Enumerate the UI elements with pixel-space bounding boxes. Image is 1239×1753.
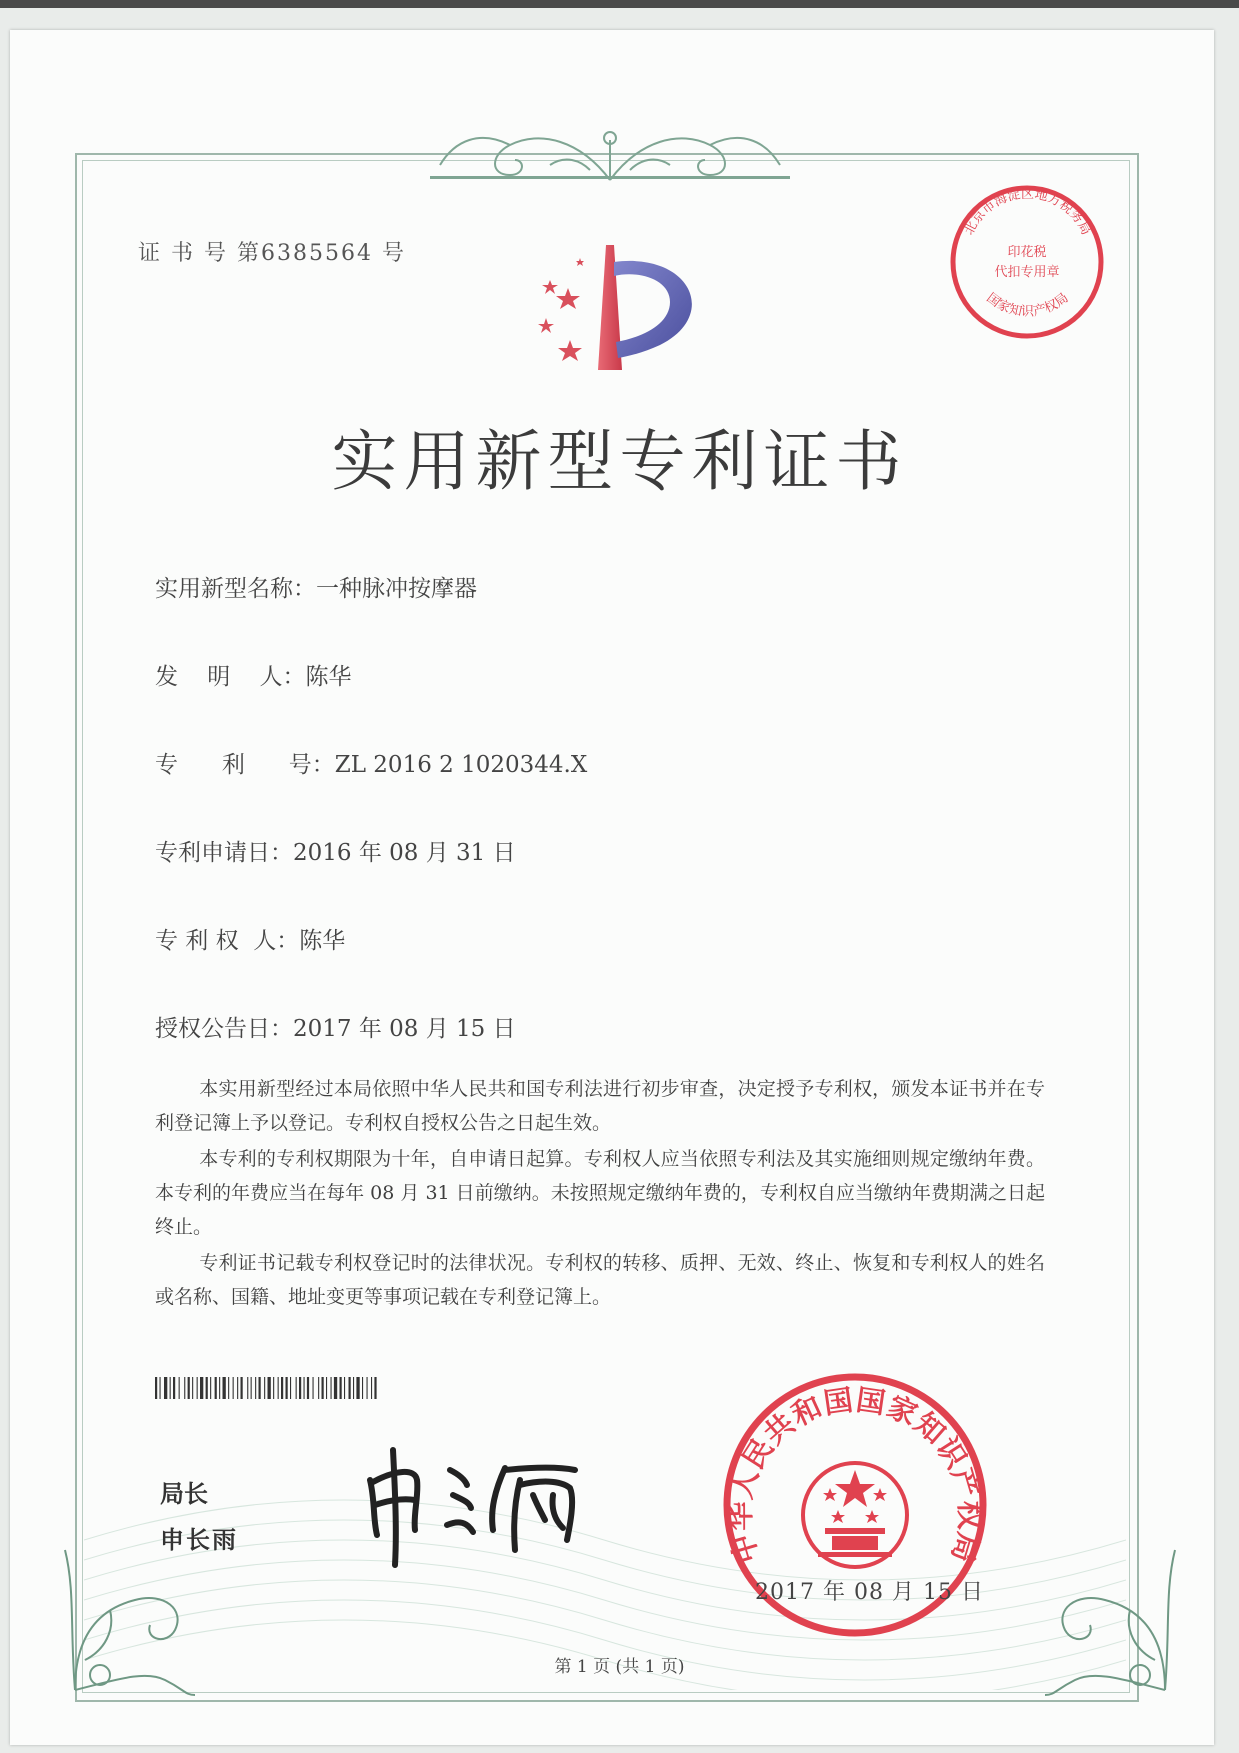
paragraph-grant: 本实用新型经过本局依照中华人民共和国专利法进行初步审查，决定授予专利权，颁发本证书并在专利登记簿上予以登记。专利权自授权公告之日起生效。	[155, 1078, 1045, 1134]
director-signature	[355, 1440, 615, 1570]
barcode-bar	[286, 1377, 288, 1399]
director-title: 局长	[160, 1480, 208, 1508]
barcode-bar	[344, 1377, 345, 1399]
barcode-bar	[210, 1377, 211, 1399]
svg-text:国家知识产权局: 国家知识产权局	[983, 290, 1072, 320]
barcode-bar	[215, 1377, 217, 1399]
barcode-bar	[290, 1377, 291, 1399]
field-inventor: 发 明 人：陈华	[155, 664, 352, 690]
barcode-bar	[334, 1377, 337, 1399]
barcode	[155, 1377, 465, 1399]
barcode-bar	[367, 1377, 368, 1399]
barcode-bar	[259, 1377, 261, 1399]
barcode-bar	[273, 1377, 274, 1399]
barcode-bar	[251, 1377, 252, 1399]
barcode-bar	[278, 1377, 279, 1399]
barcode-bar	[164, 1377, 167, 1399]
barcode-bar	[322, 1377, 324, 1399]
barcode-bar	[223, 1377, 226, 1399]
paragraph-legal-status: 专利证书记载专利权登记时的法律状况。专利权的转移、质押、无效、终止、恢复和专利权人的姓名或名称、国籍、地址变更等事项记载在专利登记簿上。	[155, 1252, 1045, 1308]
barcode-bar	[173, 1377, 175, 1399]
field-grant-date: 授权公告日：2017 年 08 月 15 日	[155, 1016, 516, 1042]
barcode-bar	[353, 1377, 354, 1399]
barcode-bar	[206, 1377, 208, 1399]
svg-text:中华人民共和国国家知识产权局: 中华人民共和国国家知识产权局	[722, 1382, 988, 1568]
barcode-bar	[219, 1377, 220, 1399]
barcode-bar	[340, 1377, 342, 1399]
barcode-bar	[281, 1377, 283, 1399]
patent-office-logo-icon	[510, 240, 710, 390]
barcode-bar	[264, 1377, 265, 1399]
barcode-bar	[349, 1377, 351, 1399]
barcode-bar	[160, 1377, 161, 1399]
barcode-bar	[170, 1377, 171, 1399]
director-name: 申长雨	[160, 1526, 238, 1554]
field-patent-number: 专 利 号：ZL 2016 2 1020344.X	[155, 752, 588, 778]
paragraph-term: 本专利的专利权期限为十年，自申请日起算。专利权人应当依照专利法及其实施细则规定缴纳年费。本专利的年费应当在每年 08 月 31 日前缴纳。未按照规定缴纳年费的，专利权自应当缴纳年费期满之日起终止。	[155, 1148, 1045, 1238]
barcode-bar	[241, 1377, 243, 1399]
field-patentee: 专 利 权 人：陈华	[155, 928, 346, 954]
barcode-bar	[155, 1377, 157, 1399]
barcode-bar	[362, 1377, 363, 1399]
barcode-bar	[331, 1377, 332, 1399]
svg-text:北京市海淀区地方税务局: 北京市海淀区地方税务局	[961, 186, 1094, 238]
barcode-bar	[268, 1377, 271, 1399]
barcode-bar	[247, 1377, 248, 1399]
field-application-date: 专利申请日：2016 年 08 月 31 日	[155, 840, 516, 866]
barcode-bar	[374, 1377, 376, 1399]
barcode-bar	[356, 1377, 359, 1399]
barcode-bar	[299, 1377, 301, 1399]
seal-date: 2017 年 08 月 15 日	[755, 1580, 984, 1605]
barcode-bar	[296, 1377, 297, 1399]
tax-stamp-seal	[945, 180, 1110, 345]
barcode-bar	[237, 1377, 238, 1399]
barcode-bar	[179, 1377, 180, 1399]
field-utility-model-name: 实用新型名称：一种脉冲按摩器	[155, 576, 477, 602]
barcode-bar	[233, 1377, 234, 1399]
barcode-bar	[200, 1377, 203, 1399]
barcode-bar	[197, 1377, 198, 1399]
barcode-bar	[192, 1377, 193, 1399]
barcode-bar	[228, 1377, 229, 1399]
page-indicator: 第 1 页 (共 1 页)	[554, 1657, 685, 1677]
svg-text:代扣专用章: 代扣专用章	[994, 265, 1060, 280]
barcode-bar	[255, 1377, 256, 1399]
top-ornament-icon	[430, 120, 790, 190]
certificate-title: 实用新型专利证书	[331, 423, 908, 500]
barcode-bar	[318, 1377, 319, 1399]
scan-top-edge	[0, 0, 1239, 8]
barcode-bar	[326, 1377, 327, 1399]
barcode-bar	[313, 1377, 314, 1399]
certificate-number: 证 书 号 第6385564 号	[138, 241, 406, 266]
barcode-bar	[188, 1377, 190, 1399]
svg-text:印花税: 印花税	[1007, 245, 1047, 260]
barcode-bar	[371, 1377, 372, 1399]
barcode-bar	[307, 1377, 309, 1399]
barcode-bar	[304, 1377, 305, 1399]
barcode-bar	[184, 1377, 185, 1399]
